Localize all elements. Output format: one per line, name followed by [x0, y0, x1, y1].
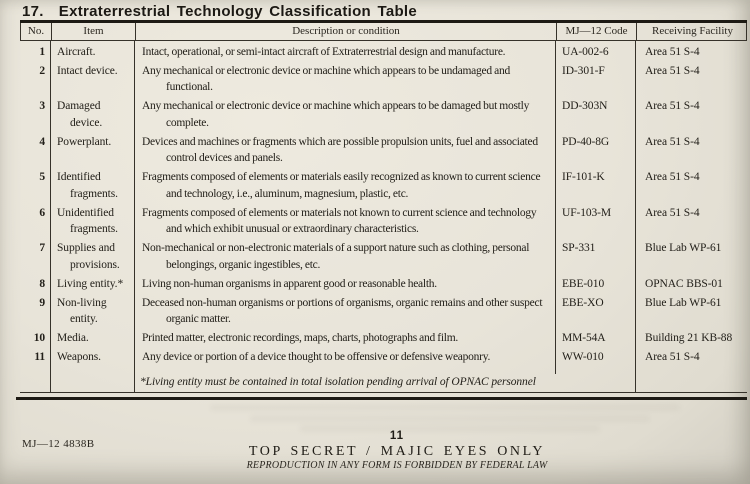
table-bottom-rule [16, 397, 747, 400]
table-cell-description: Intact, operational, or semi-intact aircraft of Extraterrestrial design and manufacture. [135, 41, 556, 60]
table-cell-facility: Area 51 S-4 [645, 64, 700, 77]
section-title [22, 3, 417, 20]
section-number: 17. [22, 3, 44, 20]
column-header-description: Description or condition [136, 23, 557, 40]
table-cell-description: Devices and machines or fragments which are possible propulsion units, fuel and associated control devices and panels. [135, 131, 556, 167]
table-cell-no: 11 [20, 347, 51, 366]
table-cell-code: WW-010 [556, 347, 636, 366]
table-cell-no: 5 [20, 167, 51, 203]
table-cell-facility: Area 51 S-4 [645, 171, 700, 183]
table-cell-code: DD-303N [556, 96, 636, 132]
scan-bleed-artifact [250, 415, 650, 422]
column-header-facility: Receiving Facility [652, 25, 733, 37]
table-cell-item: Living entity.* [51, 273, 135, 292]
table-cell-item: Intact device. [51, 60, 135, 96]
filler-cell [556, 366, 636, 374]
document-reference: MJ—12 4838B [22, 438, 95, 450]
table-cell-no: 9 [20, 292, 51, 328]
table-cell-no: 7 [20, 238, 51, 274]
table-cell-item: Aircraft. [51, 41, 135, 60]
table-cell-facility: Area 51 S-4 [645, 351, 700, 363]
table-cell-no: 2 [20, 60, 51, 96]
table-cell-no: 4 [20, 131, 51, 167]
table-cell-item: Unidentified fragments. [51, 202, 135, 238]
table-footnote: *Living entity must be contained in total isolation pending arrival of OPNAC personnel [135, 374, 636, 393]
table-cell-no: 1 [20, 41, 51, 60]
table-cell-code: UF-103-M [556, 202, 636, 238]
footnote-spacer [51, 374, 135, 393]
table-cell-facility: OPNAC BBS-01 [645, 277, 723, 290]
table-cell-no: 6 [20, 202, 51, 238]
table-cell-description: Any device or portion of a device thought to be offensive or defensive weaponry. [135, 347, 556, 366]
section-title-text: Extraterrestrial Technology Classification Table [58, 3, 418, 20]
footnote-spacer [636, 374, 747, 393]
table-cell-facility: Area 51 S-4 [645, 135, 700, 148]
filler-cell [20, 366, 51, 374]
page-number: 11 [389, 430, 405, 442]
table-cell-code: ID-301-F [556, 60, 636, 96]
filler-cell [51, 366, 135, 374]
table-cell-code: UA-002-6 [556, 41, 636, 60]
filler-cell [135, 366, 556, 374]
table-cell-item: Supplies and provisions. [51, 238, 135, 274]
table-cell-item: Media. [51, 328, 135, 347]
table-cell-description: Non-mechanical or non-electronic materials of a support nature such as clothing, personal belongings, organic ingestibles, etc. [135, 238, 556, 274]
table-cell-no: 10 [20, 328, 51, 347]
table-header-row [20, 23, 747, 41]
table-cell-no: 3 [20, 96, 51, 132]
table-cell-item: Powerplant. [51, 131, 135, 167]
table-cell-description: Any mechanical or electronic device or machine which appears to be undamaged and functional. [135, 60, 556, 96]
column-header-no: No. [21, 23, 52, 40]
column-header-code: MJ—12 Code [557, 23, 637, 40]
table-cell-code: SP-331 [556, 238, 636, 274]
table-cell-facility: Area 51 S-4 [645, 45, 700, 58]
footnote-spacer [20, 374, 51, 393]
table-cell-item: Weapons. [51, 347, 135, 366]
table-cell-item: Non-living entity. [51, 292, 135, 328]
table-cell-code: PD-40-8G [556, 131, 636, 167]
table-cell-code: EBE-010 [556, 273, 636, 292]
table-cell-code: MM-54A [556, 328, 636, 347]
reproduction-warning: REPRODUCTION IN ANY FORM IS FORBIDDEN BY FEDERAL LAW [246, 460, 548, 471]
table-cell-facility: Blue Lab WP-61 [645, 242, 722, 254]
table-cell-description: Printed matter, electronic recordings, maps, charts, photographs and film. [135, 328, 556, 347]
table-cell-description: Fragments composed of elements or materials not known to current science and technology and which exhibit unusual or extraordinary characteristics. [135, 202, 556, 238]
table-cell-description: Any mechanical or electronic device or machine which appears to be damaged but mostly complete. [135, 96, 556, 132]
table-cell-no: 8 [20, 273, 51, 292]
footer-block [0, 430, 750, 471]
table-cell-facility: Building 21 KB-88 [645, 332, 733, 344]
table-cell-code: IF-101-K [556, 167, 636, 203]
table-cell-facility: Area 51 S-4 [645, 100, 700, 112]
table-body [20, 41, 747, 393]
table-cell-description: Fragments composed of elements or materials easily recognized as known to current science and technology, i.e., aluminum, magnesium, plastic, etc. [135, 167, 556, 203]
scan-bleed-artifact [210, 404, 680, 411]
table-cell-item: Damaged device. [51, 96, 135, 132]
table-cell-description: Living non-human organisms in apparent good or reasonable health. [135, 273, 556, 292]
classification-stamp: TOP SECRET / MAJIC EYES ONLY [248, 444, 546, 459]
table-cell-item: Identified fragments. [51, 167, 135, 203]
table-cell-code: EBE-XO [556, 292, 636, 328]
table-cell-facility: Area 51 S-4 [645, 206, 700, 219]
table-cell-facility: Blue Lab WP-61 [645, 296, 722, 309]
filler-cell [636, 366, 747, 374]
table-cell-description: Deceased non-human organisms or portions of organisms, organic remains and other suspect organic matter. [135, 292, 556, 328]
column-header-item: Item [52, 23, 136, 40]
